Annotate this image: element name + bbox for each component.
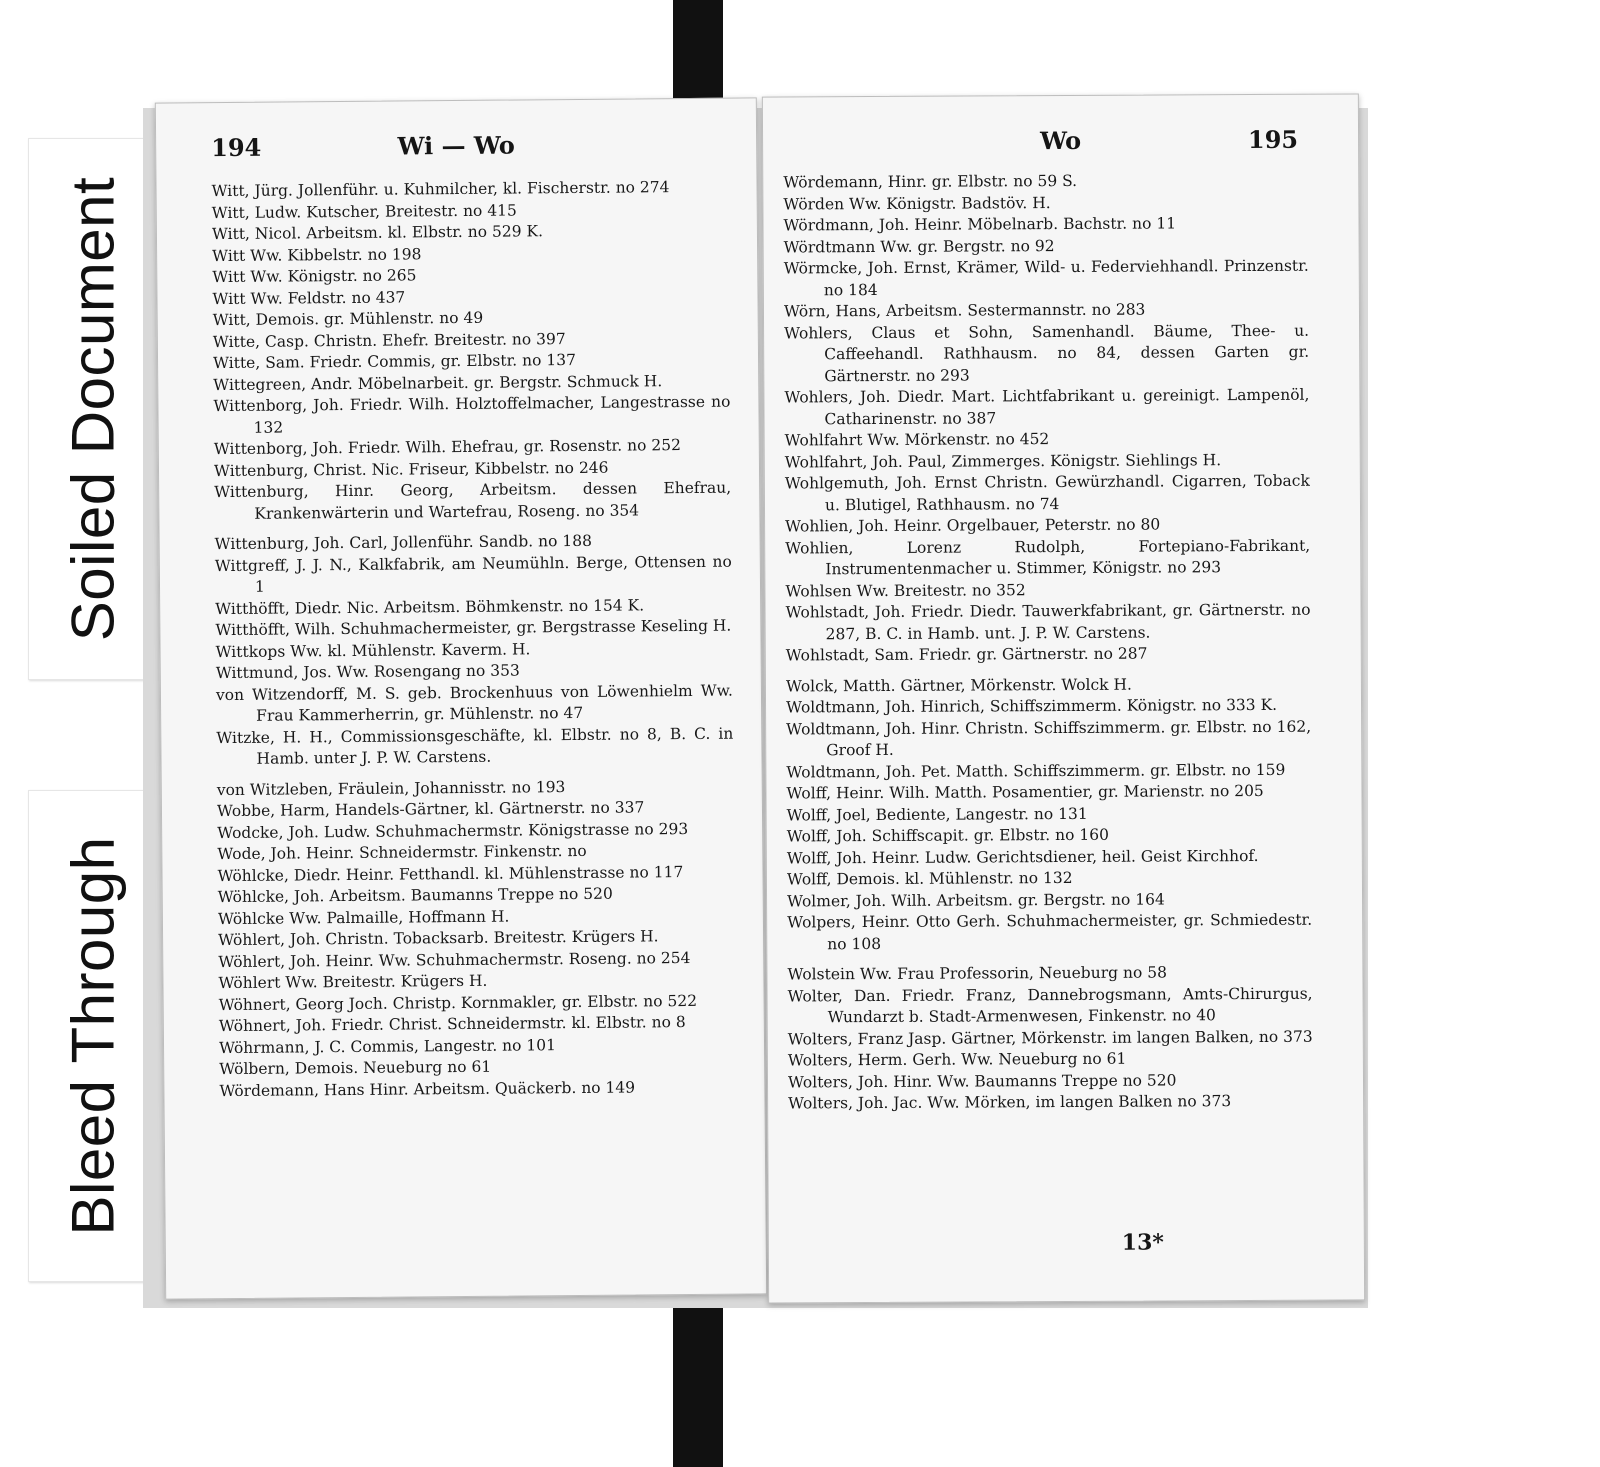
right-running-head [763,124,1358,167]
directory-entry: Wode, Joh. Heinr. Schneidermstr. Finkenstr. no [217,841,587,864]
right-running-title: Wo [1039,125,1082,156]
directory-entry: Wittegreen, Andr. Möbelnarbeit. gr. Bergstr. Schmuck H. [213,371,663,394]
directory-entry: Woldtmann, Joh. Hinr. Christn. Schiffszimmerm. gr. Elbstr. no 162, Groof H. [786,717,1312,760]
directory-entry: Wöhnert, Georg Joch. Christp. Kornmakler, gr. Elbstr. no 522 [218,991,698,1014]
directory-entry: Wöhlcke, Joh. Arbeitsm. Baumanns Treppe no 520 [217,884,613,907]
directory-entry: Witt, Jürg. Jollenführ. u. Kuhmilcher, kl. Fischerstr. no 274 [211,178,670,201]
directory-entry: Wölbern, Demois. Neueburg no 61 [219,1057,492,1079]
directory-entry: von Witzendorff, M. S. geb. Brockenhuus von Löwenhielm Ww. Frau Kammerherrin, gr. Mühlenstr. no 47 [215,681,734,725]
directory-entry: Wöhlert, Joh. Heinr. Ww. Schuhmachermstr. Roseng. no 254 [218,948,691,971]
directory-entry: Wördmann, Joh. Heinr. Möbelnarb. Bachstr. no 11 [783,214,1177,235]
soiled-document-label: Soiled Document [59,176,127,642]
bleed-through-label: Bleed Through [59,836,127,1236]
directory-entry: Wolff, Joel, Bediente, Langestr. no 131 [786,804,1088,824]
left-running-head [156,128,756,173]
directory-entry: Wodcke, Joh. Ludw. Schuhmachermstr. Königstrasse no 293 [217,819,689,842]
right-entry-list [783,170,1313,1115]
soiled-document-tab [28,138,158,680]
directory-entry: Wöhlert, Joh. Christn. Tobacksarb. Breitestr. Krügers H. [218,927,659,950]
directory-entry: Wolff, Joh. Heinr. Ludw. Gerichtsdiener, heil. Geist Kirchhof. [786,846,1259,867]
directory-entry: Wolstein Ww. Frau Professorin, Neueburg no 58 [787,963,1167,984]
directory-entry: Wolff, Heinr. Wilh. Matth. Posamentier, gr. Marienstr. no 205 [786,781,1264,803]
directory-entry: Wittkops Ww. kl. Mühlenstr. Kaverm. H. [215,639,531,661]
directory-entry: Wöhrmann, J. C. Commis, Langestr. no 101 [218,1035,557,1057]
directory-entry: Witte, Sam. Friedr. Commis, gr. Elbstr. no 137 [212,350,577,373]
directory-entry: Wörmcke, Joh. Ernst, Krämer, Wild- u. Federviehhandl. Prinzenstr. no 184 [783,256,1309,299]
left-page-number: 194 [211,132,262,163]
left-entry-list [211,177,736,1102]
directory-entry: Wohlers, Joh. Diedr. Mart. Lichtfabrikant u. gereinigt. Lampenöl, Catharinenstr. no 387 [784,385,1310,428]
directory-entry: Wohlsen Ww. Breitestr. no 352 [785,580,1026,600]
directory-entry: Wördtmann Ww. gr. Bergstr. no 92 [783,236,1055,256]
directory-entry: Wolmer, Joh. Wilh. Arbeitsm. gr. Bergstr. no 164 [787,889,1165,910]
binding-strip-top [673,0,723,110]
left-running-title: Wi — Wo [397,130,515,161]
directory-entry: Wolters, Joh. Jac. Ww. Mörken, im langen Balken no 373 [788,1092,1232,1113]
directory-entry: Wohlien, Lorenz Rudolph, Fortepiano-Fabrikant, Instrumentenmacher u. Stimmer, Königstr. no 293 [785,536,1311,579]
directory-entry: Wohlien, Joh. Heinr. Orgelbauer, Peterstr. no 80 [785,515,1161,536]
directory-entry: Witzke, H. H., Commissionsgeschäfte, kl. Elbstr. no 8, B. C. in Hamb. unter J. P. W. Carstens. [216,724,734,768]
directory-entry: Wittmund, Jos. Ww. Rosengang no 353 [215,661,520,683]
directory-entry: Wördemann, Hinr. gr. Elbstr. no 59 S. [783,171,1078,192]
directory-entry: Witt Ww. Feldstr. no 437 [212,287,406,308]
directory-entry: von Witzleben, Fräulein, Johannisstr. no 193 [216,777,566,799]
directory-entry: Woldtmann, Joh. Pet. Matth. Schiffszimmerm. gr. Elbstr. no 159 [786,760,1286,781]
directory-entry: Wolters, Joh. Hinr. Ww. Baumanns Treppe no 520 [787,1070,1177,1091]
left-page [155,97,767,1299]
directory-entry: Wohlfahrt Ww. Mörkenstr. no 452 [784,430,1050,450]
right-page [762,93,1365,1303]
directory-entry: Witt, Ludw. Kutscher, Breitestr. no 415 [211,200,517,222]
directory-entry: Wittenburg, Christ. Nic. Friseur, Kibbelstr. no 246 [213,458,609,480]
directory-entry: Wittenburg, Joh. Carl, Jollenführ. Sandb. no 188 [214,531,592,554]
directory-entry: Wohlers, Claus et Sohn, Samenhandl. Bäume, Thee- u. Caffeehandl. Rathhausm. no 84, dessen Garten gr. Gärtnerstr. no 293 [784,321,1310,385]
directory-entry: Wolff, Demois. kl. Mühlenstr. no 132 [786,868,1073,889]
directory-entry: Wöhlcke, Diedr. Heinr. Fetthandl. kl. Mühlenstrasse no 117 [217,862,684,885]
directory-entry: Witthöfft, Wilh. Schuhmachermeister, gr. Bergstrasse Keseling H. [215,616,732,640]
directory-entry: Wittgreff, J. J. N., Kalkfabrik, am Neumühln. Berge, Ottensen no 1 [214,552,732,596]
directory-entry: Wittenborg, Joh. Friedr. Wilh. Ehefrau, gr. Rosenstr. no 252 [213,436,681,459]
directory-entry: Wohlstadt, Sam. Friedr. gr. Gärtnerstr. no 287 [785,644,1148,665]
directory-entry: Witt Ww. Kibbelstr. no 198 [212,244,422,265]
bleed-through-tab [28,790,158,1282]
right-page-number: 195 [1247,124,1299,155]
directory-entry: Witt Ww. Königstr. no 265 [212,266,417,287]
directory-entry: Wohlstadt, Joh. Friedr. Diedr. Tauwerkfabrikant, gr. Gärtnerstr. no 287, B. C. in Hamb. unt. J. P. W. Carstens. [785,600,1311,643]
directory-entry: Wöhlcke Ww. Palmaille, Hoffmann H. [217,907,510,928]
directory-entry: Wörden Ww. Königstr. Badstöv. H. [783,193,1051,213]
directory-entry: Witte, Casp. Christn. Ehefr. Breitestr. no 397 [212,329,566,351]
directory-entry: Wittenborg, Joh. Friedr. Wilh. Holztoffelmacher, Langestrasse no 132 [213,392,731,437]
directory-entry: Wobbe, Harm, Handels-Gärtner, kl. Gärtnerstr. no 337 [216,798,645,821]
directory-entry: Wördemann, Hans Hinr. Arbeitsm. Quäckerb. no 149 [219,1077,636,1100]
directory-entry: Wöhnert, Joh. Friedr. Christ. Schneidermstr. kl. Elbstr. no 8 [218,1013,686,1036]
directory-entry: Witt, Demois. gr. Mühlenstr. no 49 [212,308,484,330]
directory-entry: Wohlfahrt, Joh. Paul, Zimmerges. Königstr. Siehlings H. [784,450,1222,471]
directory-entry: Wohlgemuth, Joh. Ernst Christn. Gewürzhandl. Cigarren, Toback u. Blutigel, Rathhausm. no 74 [784,471,1310,514]
directory-entry: Witthöfft, Diedr. Nic. Arbeitsm. Böhmkenstr. no 154 K. [215,595,645,618]
directory-entry: Wolpers, Heinr. Otto Gerh. Schuhmachermeister, gr. Schmiedestr. no 108 [787,910,1313,953]
directory-entry: Witt, Nicol. Arbeitsm. kl. Elbstr. no 529 K. [211,222,544,244]
sheet-signature: 13* [1121,1229,1164,1256]
directory-entry: Wolff, Joh. Schiffscapit. gr. Elbstr. no 160 [786,825,1109,846]
directory-entry: Wolters, Franz Jasp. Gärtner, Mörkenstr. im langen Balken, no 373 [787,1027,1313,1048]
directory-entry: Wörn, Hans, Arbeitsm. Sestermannstr. no 283 [783,300,1146,321]
directory-entry: Wöhlert Ww. Breitestr. Krügers H. [218,971,488,993]
directory-entry: Wolter, Dan. Friedr. Franz, Dannebrogsmann, Amts-Chirurgus, Wundarzt b. Stadt-Armenwesen, Finkenstr. no 40 [787,984,1313,1027]
directory-entry: Wittenburg, Hinr. Georg, Arbeitsm. dessen Ehefrau, Krankenwärterin und Wartefrau, Roseng. no 354 [214,478,732,523]
binding-strip-bottom [673,1290,723,1467]
directory-entry: Woldtmann, Joh. Hinrich, Schiffszimmerm. Königstr. no 333 K. [785,695,1278,717]
directory-entry: Wolters, Herm. Gerh. Ww. Neueburg no 61 [787,1049,1127,1070]
directory-entry: Wolck, Matth. Gärtner, Mörkenstr. Wolck H. [785,675,1132,695]
